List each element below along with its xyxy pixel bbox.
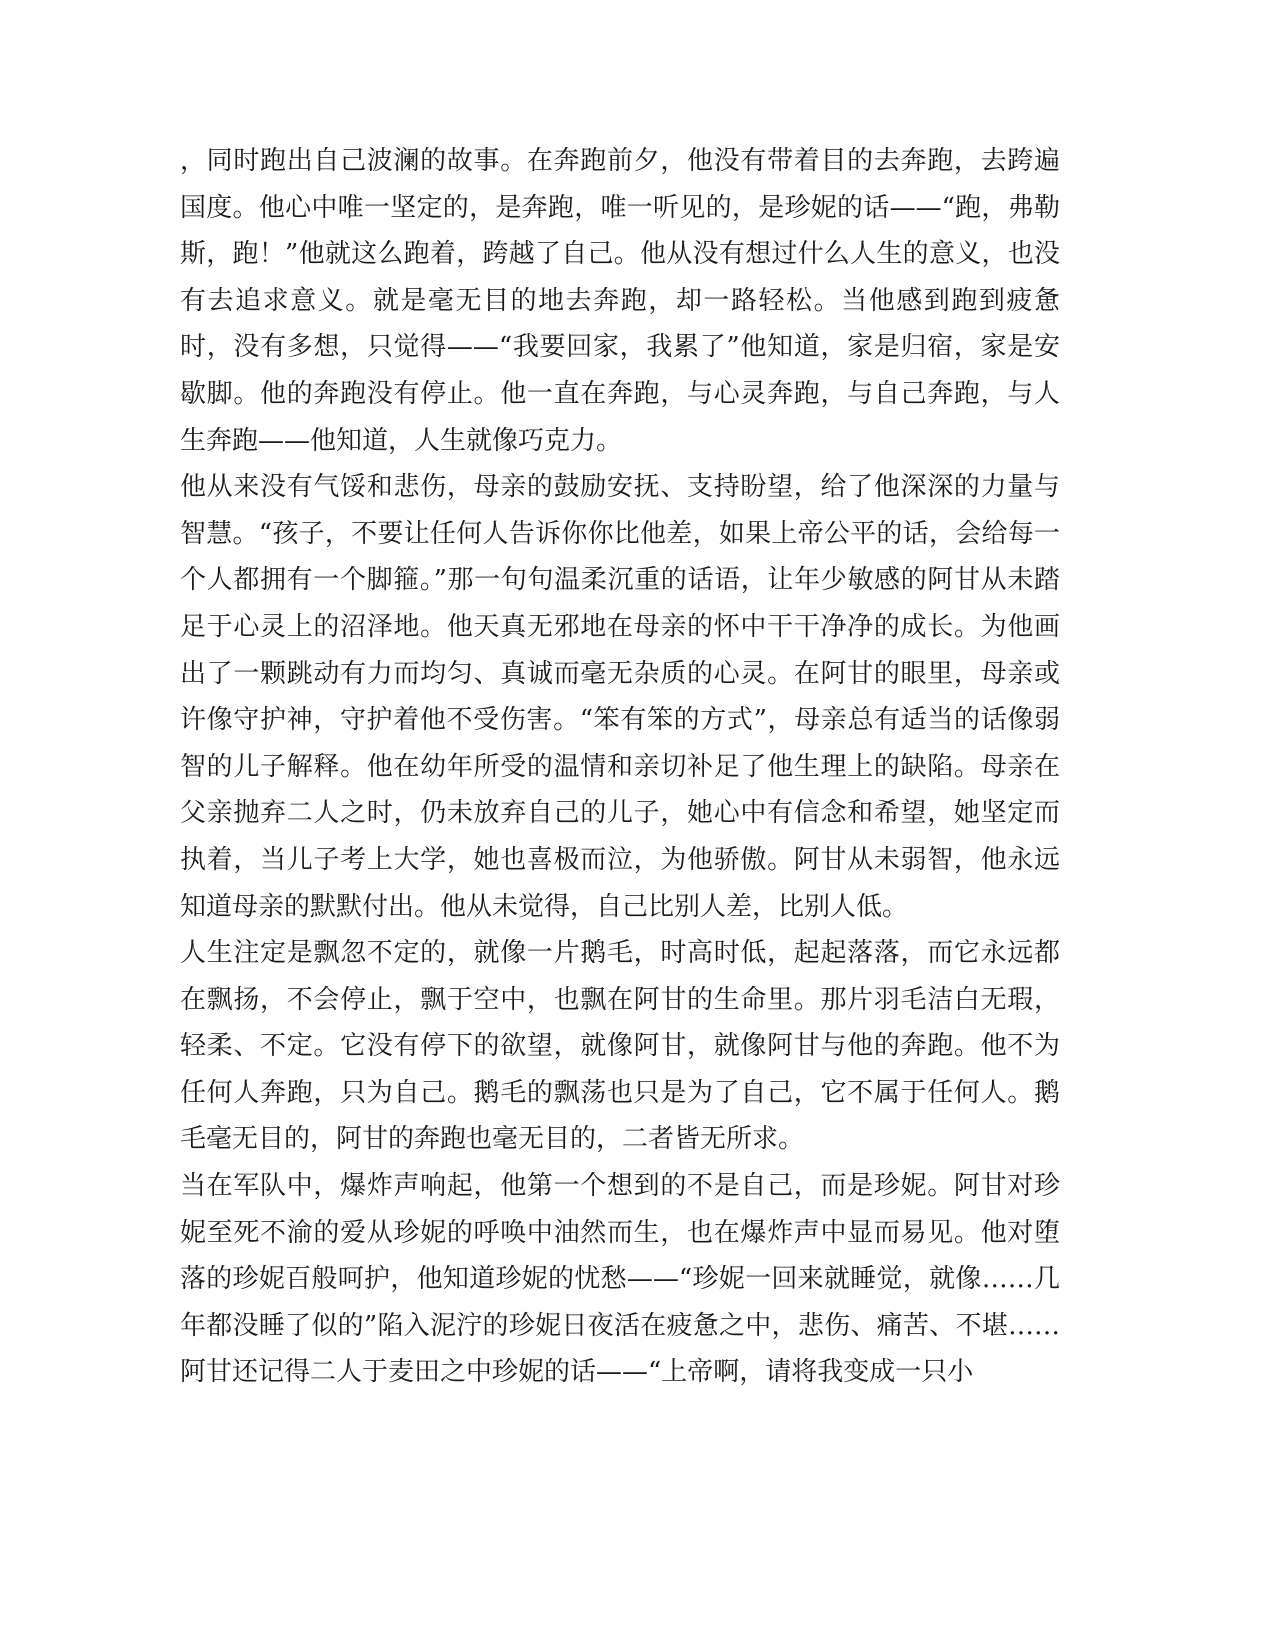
document-page [180, 138, 1060, 1396]
paragraph-jenny: 当在军队中，爆炸声响起，他第一个想到的不是自己，而是珍妮。阿甘对珍妮至死不渝的爱从珍妮的呼唤中油然而生，也在爆炸声中显而易见。他对堕落的珍妮百般呵护，他知道珍妮的忧愁——“珍妮一回来就睡觉，就像……几年都没睡了似的”陷入泥泞的珍妮日夜活在疲惫之中，悲伤、痛苦、不堪……阿甘还记得二人于麦田之中珍妮的话——“上帝啊，请将我变成一只小 [180, 1171, 1060, 1388]
paragraph-mother: 他从来没有气馁和悲伤，母亲的鼓励安抚、支持盼望，给了他深深的力量与智慧。“孩子，不要让任何人告诉你你比他差，如果上帝公平的话，会给每一个人都拥有一个脚箍。”那一句句温柔沉重的话语，让年少敏感的阿甘从未踏足于心灵上的沼泽地。他天真无邪地在母亲的怀中干干净净的成长。为他画出了一颗跳动有力而均匀、真诚而毫无杂质的心灵。在阿甘的眼里，母亲或许像守护神，守护着他不受伤害。“笨有笨的方式”，母亲总有适当的话像弱智的儿子解释。他在幼年所受的温情和亲切补足了他生理上的缺陷。母亲在父亲抛弃二人之时，仍未放弃自己的儿子，她心中有信念和希望，她坚定而执着，当儿子考上大学，她也喜极而泣，为他骄傲。阿甘从未弱智，他永远知道母亲的默默付出。他从未觉得，自己比别人差，比别人低。 [180, 472, 1060, 922]
paragraph-running: ，同时跑出自己波澜的故事。在奔跑前夕，他没有带着目的去奔跑，去跨遍国度。他心中唯一坚定的，是奔跑，唯一听见的，是珍妮的话——“跑，弗勒斯，跑！”他就这么跑着，跨越了自己。他从没有想过什么人生的意义，也没有去追求意义。就是毫无目的地去奔跑，却一路轻松。当他感到跑到疲惫时，没有多想，只觉得——“我要回家，我累了”他知道，家是归宿，家是安歇脚。他的奔跑没有停止。他一直在奔跑，与心灵奔跑，与自己奔跑，与人生奔跑——他知道，人生就像巧克力。 [180, 146, 1060, 456]
paragraph-feather: 人生注定是飘忽不定的，就像一片鹅毛，时高时低，起起落落，而它永远都在飘扬，不会停止，飘于空中，也飘在阿甘的生命里。那片羽毛洁白无瑕，轻柔、不定。它没有停下的欲望，就像阿甘，就像阿甘与他的奔跑。他不为任何人奔跑，只为自己。鹅毛的飘荡也只是为了自己，它不属于任何人。鹅毛毫无目的，阿甘的奔跑也毫无目的，二者皆无所求。 [180, 938, 1060, 1155]
